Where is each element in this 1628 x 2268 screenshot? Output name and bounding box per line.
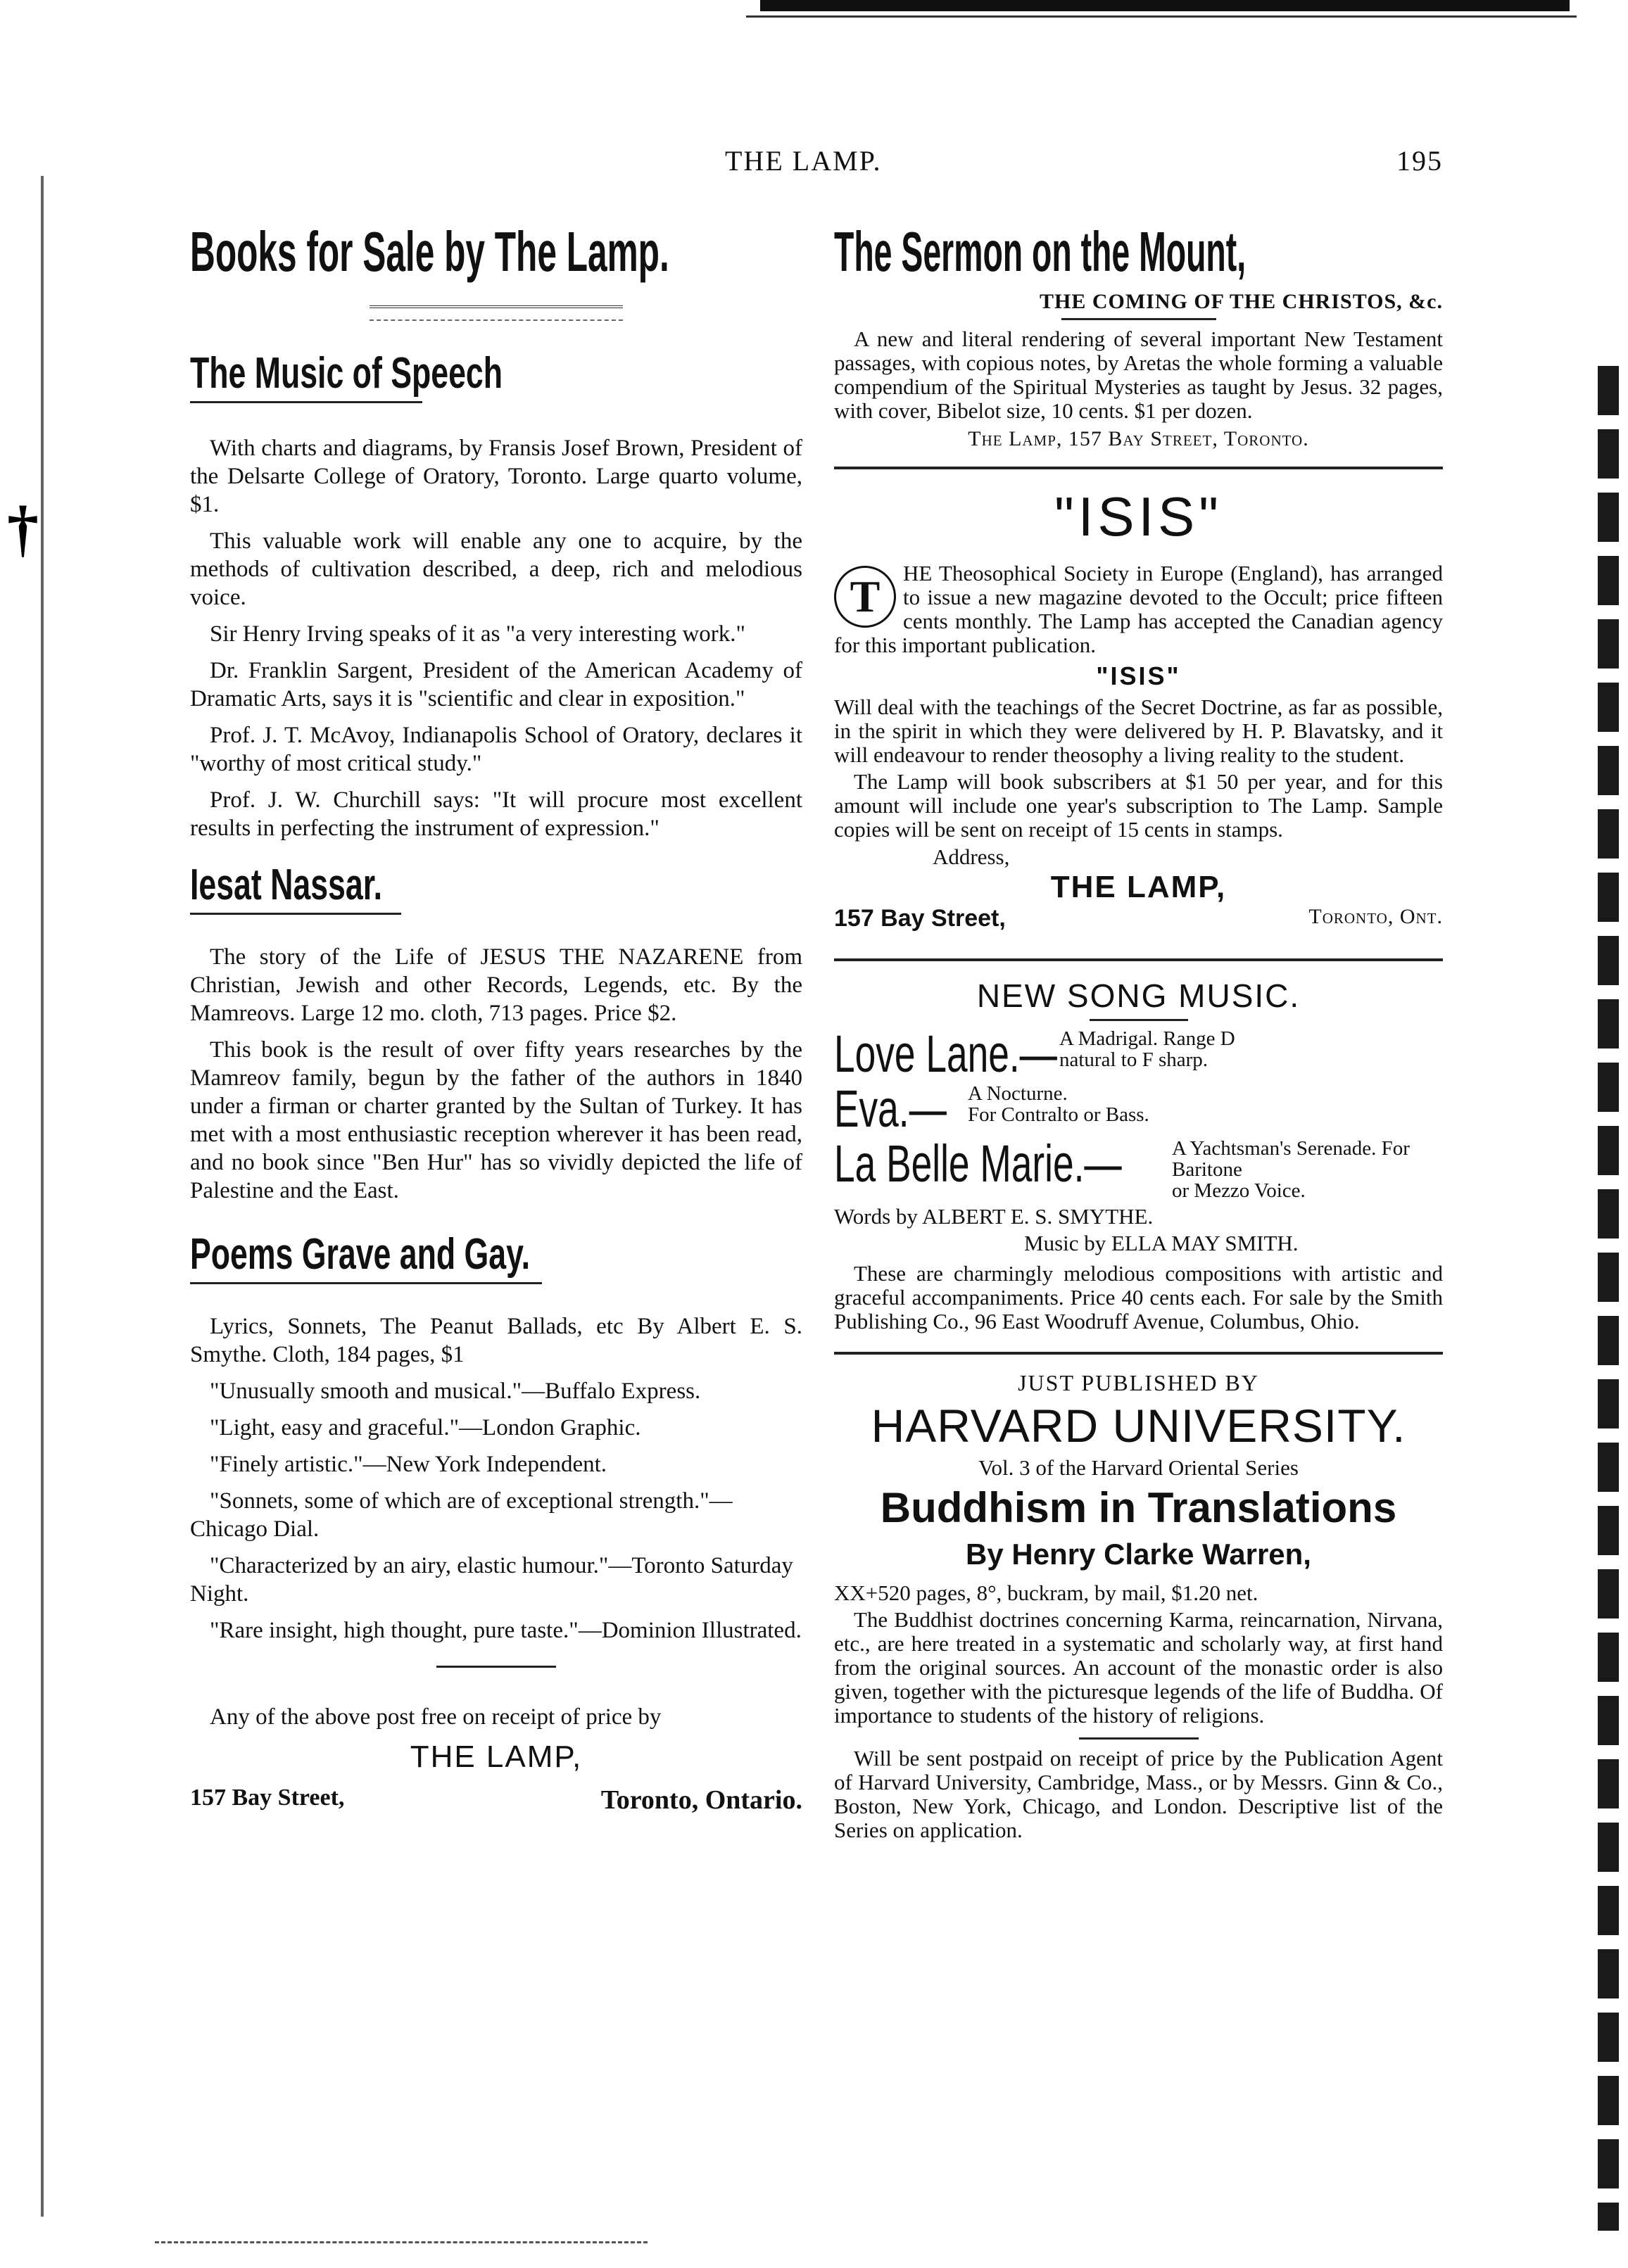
poems-review: "Characterized by an airy, elastic humour."—Toronto Saturday Night. [190,1553,793,1607]
scan-border-right [1598,366,1619,2231]
margin-ink-mark: † [7,494,39,564]
song-description-body: These are charmingly melodious compositions with artistic and graceful accompaniments. Price 40 cents each. For sale by the Smith Publishing Co., 96 East Woodruff Avenue, Columbus, Ohio. [834,1261,1443,1333]
section-rule [1079,1737,1199,1740]
song-music-section [834,977,1443,1333]
music-churchill-quote: Prof. J. W. Churchill says: "It will procure most excellent results in perfecting the instrument of expression." [190,787,802,841]
sermon-title: The Sermon on the Mount, [834,220,1247,283]
music-of-speech-section [190,349,802,842]
music-of-speech-heading: The Music of Speech [190,349,503,398]
page-number: 195 [1396,145,1443,177]
left-column [190,218,802,1820]
divider [834,467,1443,469]
isis-mission: Will deal with the teachings of the Secret Doctrine, as far as possible, in the spirit in which they were delivered by H. P. Blavatsky, and it will endeavour to render theosophy a living reality to the student. [834,695,1443,767]
section-rule [1061,318,1216,320]
scan-border-top [760,0,1570,11]
music-sargent-quote: Dr. Franklin Sargent, President of the American Academy of Dramatic Arts, says it is "scientific and clear in exposition." [190,658,802,711]
song-description [968,1083,1149,1125]
poems-section [190,1230,802,1645]
book-title: Buddhism in Translations [880,1484,1397,1531]
lamp-city: Toronto, Ontario. [600,1785,802,1815]
poems-review: "Finely artistic."—New York Independent. [210,1452,607,1477]
purchase-note: Will be sent postpaid on receipt of price by the Publication Agent of Harvard University, Cambridge, Mass., or by Messrs. Ginn & Co., Boston, New York, Chicago, and London. Descriptive list of the Series on application. [834,1746,1443,1842]
sermon-section [834,218,1443,451]
scan-border-bottom [155,2241,648,2243]
song-title: La Belle Marie.— [834,1134,1122,1193]
decorative-rule [370,305,623,321]
isis-city: Toronto, Ont. [1308,905,1443,928]
music-mcavoy-quote: Prof. J. T. McAvoy, Indianapolis School of Oratory, declares it "worthy of most critical study." [190,723,802,776]
music-irving-quote: Sir Henry Irving speaks of it as "a very interesting work." [210,621,746,647]
poems-review: "Unusually smooth and musical."—Buffalo Express. [210,1379,701,1404]
author-byline: By Henry Clarke Warren, [966,1538,1311,1571]
isis-lamp-imprint: THE LAMP, [1050,870,1227,904]
song-desc-line: or Mezzo Voice. [1172,1179,1306,1202]
books-for-sale-title: Books for Sale by The Lamp. [190,220,669,283]
song-title: Love Lane.— [834,1025,1057,1083]
running-title: THE LAMP. [725,145,882,177]
book-description: The Buddhist doctrines concerning Karma, reincarnation, Nirvana, etc., are here treated in a systematic and scholarly way, at first hand from the original sources. An account of the monastic order is also given, together with the picturesque legends of the life of Buddha. Of importance to students of the history of religions. [834,1607,1443,1728]
song-love-lane [834,1025,1443,1083]
poems-review: "Sonnets, some of which are of exceptional strength."—Chicago Dial. [190,1488,733,1542]
isis-announcement: HE Theosophical Society in Europe (England), has arranged to issue a new magazine devoted to the Occult; price fifteen cents monthly. The Lamp has accepted the Canadian agency for this important publication. [834,561,1443,657]
sermon-description: A new and literal rendering of several important New Testament passages, with copious notes, by Aretas the whole forming a valuable compendium of the Spiritual Mysteries as taught by Jesus. 32 pages, with cover, Bibelot size, 10 cents. $1 per dozen. [834,327,1443,423]
iesat-description: The story of the Life of JESUS THE NAZARENE from Christian, Jewish and other Records, Legends, etc. By the Mamreovs. Large 12 mo. cloth, 713 pages. Price $2. [190,944,802,1026]
poems-heading: Poems Grave and Gay. [190,1230,531,1279]
scan-border-top-thin [746,15,1577,18]
isis-address [834,905,1443,937]
song-la-belle-marie [834,1134,1443,1202]
order-note: Any of the above post free on receipt of price by [210,1704,662,1730]
song-desc-line: A Yachtsman's Serenade. For Baritone [1172,1137,1410,1181]
isis-intro [834,562,1443,657]
sermon-subtitle: THE COMING OF THE CHRISTOS, &c. [1039,290,1443,313]
song-desc-line: A Nocturne. [968,1082,1068,1105]
just-published-line: JUST PUBLISHED BY [1018,1370,1259,1395]
book-details: XX+520 pages, 8°, buckram, by mail, $1.20 net. [834,1580,1258,1605]
music-description: With charts and diagrams, by Fransis Josef Brown, President of the Delsarte College of Oratory, Toronto. Large quarto volume, $1. [190,436,802,517]
dropcap-initial: T [834,566,896,628]
song-desc-line: For Contralto or Bass. [968,1103,1149,1126]
music-praise: This valuable work will enable any one to acquire, by the methods of cultivation described, a deep, rich and melodious voice. [190,528,802,610]
isis-street: 157 Bay Street, [834,905,1006,932]
new-song-music-heading: NEW SONG MUSIC. [976,977,1301,1014]
song-eva [834,1079,1443,1138]
poems-review: "Rare insight, high thought, pure taste."—Dominion Illustrated. [210,1618,802,1643]
running-header [190,144,1443,186]
iesat-nassar-section [190,861,802,1205]
isis-subtitle: "ISIS" [1096,661,1181,690]
song-desc-line: natural to F sharp. [1059,1049,1209,1071]
order-info [190,1703,802,1820]
song-description [1172,1138,1443,1201]
divider [436,1666,556,1668]
right-column [834,218,1443,1845]
section-rule [1090,1019,1188,1021]
scan-border-left [41,176,44,2217]
poems-description: Lyrics, Sonnets, The Peanut Ballads, etc By Albert E. S. Smythe. Cloth, 184 pages, $1 [190,1314,802,1367]
series-line: Vol. 3 of the Harvard Oriental Series [978,1455,1299,1480]
harvard-section [834,1370,1443,1842]
song-desc-line: A Madrigal. Range D [1059,1027,1235,1050]
harvard-heading: HARVARD UNIVERSITY. [871,1400,1406,1452]
song-title: Eva.— [834,1079,947,1138]
sermon-address: The Lamp, 157 Bay Street, Toronto. [968,427,1309,450]
iesat-nassar-heading: Iesat Nassar. [190,861,383,909]
the-lamp-imprint: THE LAMP, [410,1740,583,1774]
lamp-address [190,1785,802,1820]
iesat-history: This book is the result of over fifty years researches by the Mamreov family, begun by the father of the authors in 1840 under a firman or charter granted by the Sultan of Turkey. It has met with a most enthusiastic reception wherever it has been read, and no book since "Ben Hur" has so vividly depicted the life of Palestine and the East. [190,1037,802,1203]
poems-review: "Light, easy and graceful."—London Graphic. [210,1415,641,1440]
divider [834,958,1443,961]
isis-subscription: The Lamp will book subscribers at $1 50 per year, and for this amount will include one year's subscription to The Lamp. Sample copies will be sent on receipt of 15 cents in stamps. [834,769,1443,842]
lyricist-credit: Words by ALBERT E. S. SMYTHE. [834,1204,1154,1229]
isis-address-label: Address, [933,844,1010,869]
song-description [1059,1028,1235,1070]
isis-section [834,485,1443,937]
composer-credit: Music by ELLA MAY SMITH. [1024,1231,1299,1255]
isis-title: "ISIS" [1054,486,1223,547]
divider [834,1352,1443,1355]
lamp-street: 157 Bay Street, [190,1785,345,1811]
